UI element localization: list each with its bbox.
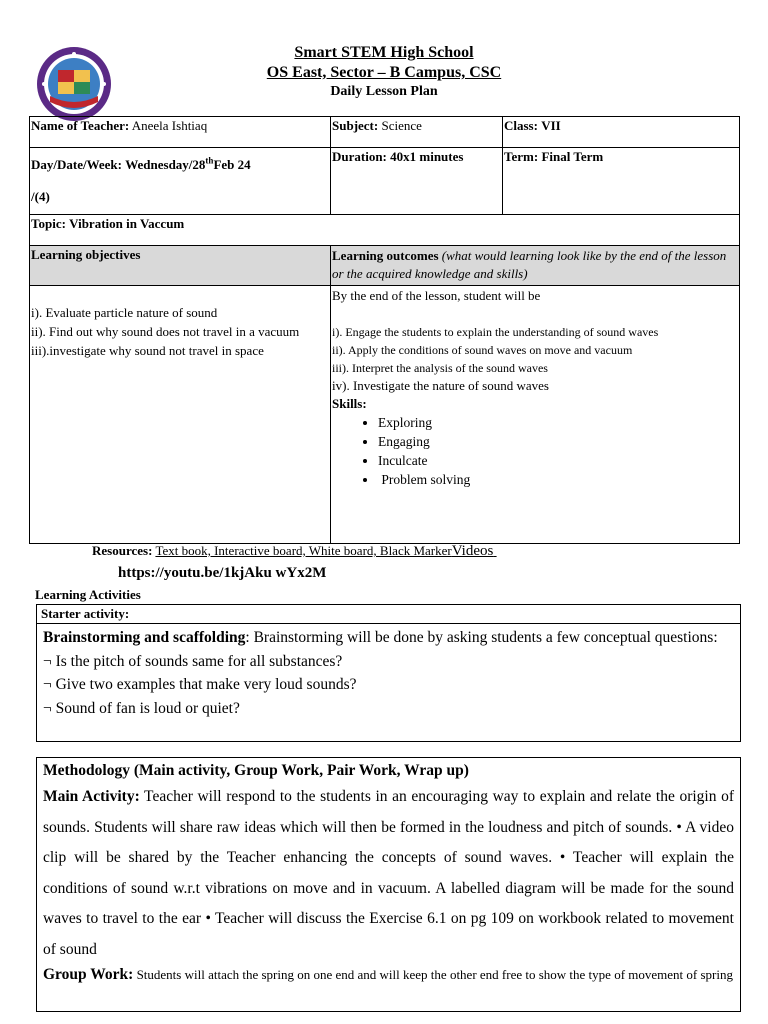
subject-value: Science — [381, 118, 422, 133]
date-row — [30, 148, 740, 215]
objective-item: ii). Find out why sound does not travel in a vacuum — [31, 324, 300, 339]
skill-item: • Exploring — [378, 413, 738, 432]
question-item: ¬ Is the pitch of sounds same for all substances? — [43, 652, 343, 670]
teacher-name: Aneela Ishtiaq — [131, 118, 208, 133]
teacher-cell — [30, 117, 331, 148]
outcomes-cell — [331, 286, 740, 544]
question-item: ¬ Give two examples that make very loud sounds? — [43, 676, 357, 693]
starter-activity-label: Starter activity: — [37, 605, 740, 624]
campus-name: OS East, Sector – B Campus, CSC — [266, 64, 502, 81]
topic-value: Vibration in Vaccum — [69, 216, 185, 231]
outcome-item: ii). Apply the conditions of sound waves on move and vacuum — [332, 343, 633, 357]
subject-label: Subject: — [332, 118, 379, 133]
topic-label: Topic: — [31, 216, 66, 231]
duration-cell — [331, 148, 503, 215]
duration-label: Duration: — [332, 149, 387, 164]
skills-list — [332, 413, 738, 489]
resources-label: Resources: — [92, 543, 153, 558]
methodology-box — [36, 757, 741, 1012]
outcomes-intro: By the end of the lesson, student will be — [332, 288, 541, 303]
main-activity-label: Main Activity: — [43, 788, 140, 805]
daydate-cell — [30, 148, 331, 215]
resources-value: Text book, Interactive board, White board, Black MarkerVideos — [155, 543, 494, 559]
week-value: /(4) — [31, 189, 50, 204]
skill-item: • Inculcate — [378, 451, 738, 470]
daydate-value: Wednesday/28thFeb 24 — [125, 155, 251, 172]
term-label: Term: — [504, 149, 539, 164]
skills-label: Skills: — [332, 396, 367, 411]
learning-activities-title: Learning Activities — [35, 587, 141, 602]
subject-cell — [331, 117, 503, 148]
teacher-row — [30, 117, 740, 148]
duration-value: 40x1 minutes — [390, 149, 464, 164]
outcome-item: iv). Investigate the nature of sound waves — [332, 378, 549, 393]
outcome-item: i). Engage the students to explain the understanding of sound waves — [332, 325, 659, 339]
starter-intro: Brainstorming and scaffolding: Brainstorming will be done by asking students a few conceptual questions: — [43, 629, 718, 646]
objectives-heading: Learning objectives — [30, 246, 331, 286]
group-work-text: Group Work: Students will attach the spring on one end and will keep the other end free to show the type of movement of spring — [43, 966, 733, 983]
outcomes-heading: Learning outcomes (what would learning look like by the end of the lesson or the acquired knowledge and skills) — [331, 246, 740, 286]
class-cell — [503, 117, 740, 148]
objective-item: i). Evaluate particle nature of sound — [31, 305, 218, 320]
teacher-label: Name of Teacher: — [31, 118, 130, 133]
lesson-info-table — [29, 116, 740, 544]
class-label: Class: — [504, 118, 538, 133]
skill-item: • Engaging — [378, 432, 738, 451]
main-activity-text: Main Activity: Teacher will respond to the students in an encouraging way to explain and relate the origin of sounds. Students will share raw ideas which will then be formed in the loudness and pitch of sounds. • A video clip will be shared by the Teacher enhancing the concepts of sound waves. • Teacher will explain the conditions of sound w.r.t vibrations on move and in vacuum. A labelled diagram will be made for the sound waves to travel to the ear • Teacher will discuss the Exercise 6.1 on pg 109 on workbook related to movement of sound — [43, 788, 735, 958]
term-value: Final Term — [541, 149, 604, 164]
daydate-label: Day/Date/Week: — [31, 157, 122, 172]
question-item: ¬ Sound of fan is loud or quiet? — [43, 699, 240, 717]
skill-item: • Problem solving — [378, 470, 738, 489]
class-value: VII — [541, 118, 561, 133]
resources-line — [92, 543, 497, 560]
methodology-title: Methodology (Main activity, Group Work, Pair Work, Wrap up) — [43, 762, 469, 779]
objective-item: iii).investigate why sound not travel in space — [31, 343, 264, 358]
school-name: Smart STEM High School — [294, 44, 474, 61]
outcome-item: iii). Interpret the analysis of the sound waves — [332, 361, 548, 375]
video-link[interactable]: https://youtu.be/1kjAku wYx2M — [118, 565, 327, 581]
term-cell — [503, 148, 740, 215]
topic-cell — [30, 215, 740, 246]
group-work-label: Group Work: — [43, 966, 134, 983]
document-title: Daily Lesson Plan — [330, 84, 438, 99]
objectives-cell — [30, 286, 331, 544]
starter-activity-body — [37, 624, 740, 722]
objectives-row — [30, 286, 740, 544]
objectives-heading-row — [30, 246, 740, 286]
topic-row — [30, 215, 740, 246]
starter-activity-box — [36, 604, 741, 742]
